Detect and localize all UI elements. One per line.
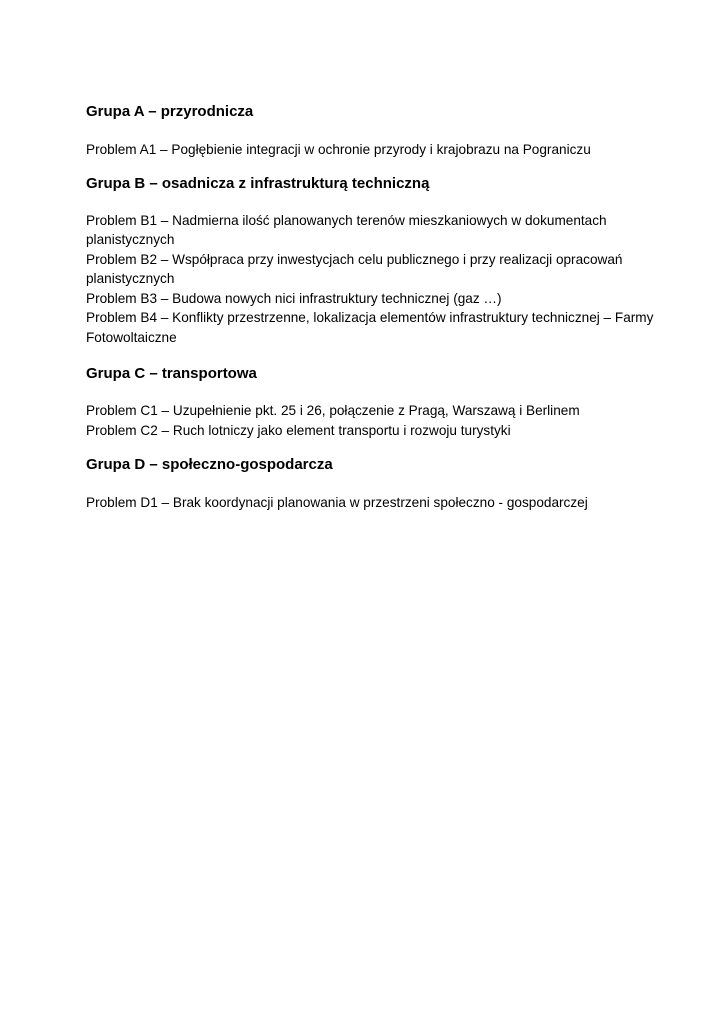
problem-list-c bbox=[86, 401, 686, 440]
problem-item-b2: Problem B2 – Współpraca przy inwestycjach celu publicznego i przy realizacji opracowań planistycznych bbox=[86, 251, 623, 286]
section-heading-c: Grupa C – transportowa bbox=[86, 365, 257, 382]
problem-item-c2: Problem C2 – Ruch lotniczy jako element transportu i rozwoju turystyki bbox=[86, 422, 511, 438]
section-heading-d: Grupa D – społeczno-gospodarcza bbox=[86, 456, 333, 473]
problem-item-b4: Problem B4 – Konflikty przestrzenne, lokalizacja elementów infrastruktury technicznej – Farmy Fotowoltaiczne bbox=[86, 310, 654, 345]
problem-list-b bbox=[86, 211, 686, 348]
problem-item-d1: Problem D1 – Brak koordynacji planowania w przestrzeni społeczno - gospodarczej bbox=[86, 495, 588, 510]
problem-list-d bbox=[86, 493, 686, 513]
problem-list-a bbox=[86, 140, 686, 160]
problem-item-c1: Problem C1 – Uzupełnienie pkt. 25 i 26, połączenie z Pragą, Warszawą i Berlinem bbox=[86, 403, 580, 418]
problem-item-a1: Problem A1 – Pogłębienie integracji w ochronie przyrody i krajobrazu na Pograniczu bbox=[86, 142, 591, 157]
section-heading-a: Grupa A – przyrodnicza bbox=[86, 103, 254, 120]
problem-item-b1: Problem B1 – Nadmierna ilość planowanych terenów mieszkaniowych w dokumentach planistycznych bbox=[86, 212, 607, 247]
document-page bbox=[86, 102, 686, 513]
section-heading-b: Grupa B – osadnicza z infrastrukturą techniczną bbox=[86, 174, 430, 192]
problem-item-b3: Problem B3 – Budowa nowych nici infrastruktury technicznej (gaz …) bbox=[86, 290, 502, 306]
